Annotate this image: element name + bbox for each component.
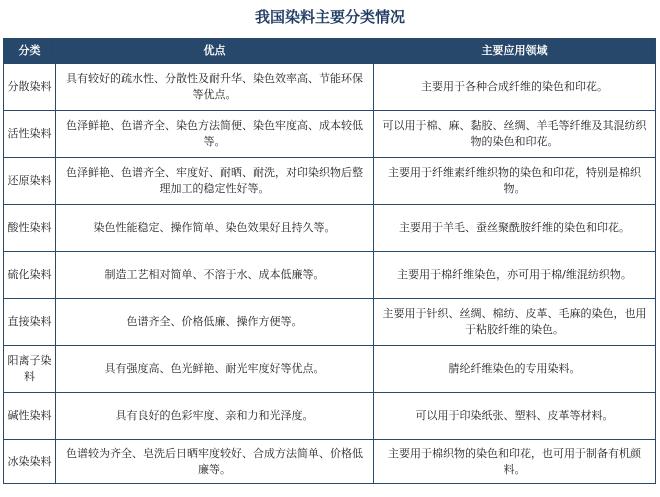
header-category: 分类 bbox=[4, 39, 56, 64]
page-title: 我国染料主要分类情况 bbox=[254, 8, 405, 26]
cat-cell: 阳离子染料 bbox=[4, 346, 56, 393]
cat-cell: 分散染料 bbox=[4, 64, 56, 111]
table-row bbox=[4, 158, 656, 205]
applications-cell: 可以用于棉、麻、黏胶、丝绸、羊毛等纤维及其混纺织物的染色和印花。 bbox=[374, 111, 656, 158]
applications-cell: 主要用于棉纤维染色，亦可用于棉/维混纺织物。 bbox=[374, 252, 656, 299]
advantages-cell: 染色性能稳定、操作简单、染色效果好且持久等。 bbox=[56, 205, 374, 252]
dye-classification-table bbox=[3, 38, 656, 484]
table-row bbox=[4, 252, 656, 299]
cat-cell: 碱性染料 bbox=[4, 393, 56, 440]
advantages-cell: 色泽鲜艳、色谱齐全、染色方法简便、染色牢度高、成本较低等。 bbox=[56, 111, 374, 158]
cat-cell: 直接染料 bbox=[4, 299, 56, 346]
applications-cell: 主要用于各种合成纤维的染色和印花。 bbox=[374, 64, 656, 111]
cat-cell: 硫化染料 bbox=[4, 252, 56, 299]
advantages-cell: 制造工艺相对简单、不溶于水、成本低廉等。 bbox=[56, 252, 374, 299]
applications-cell: 可以用于印染纸张、塑料、皮革等材料。 bbox=[374, 393, 656, 440]
cat-cell: 冰染染料 bbox=[4, 440, 56, 484]
applications-cell: 主要用于羊毛、蚕丝聚酰胺纤维的染色和印花。 bbox=[374, 205, 656, 252]
table-row bbox=[4, 64, 656, 111]
advantages-cell: 色谱齐全、价格低廉、操作方便等。 bbox=[56, 299, 374, 346]
table-row bbox=[4, 111, 656, 158]
table-header-row bbox=[4, 39, 656, 64]
advantages-cell: 色泽鲜艳、色谱齐全、牢度好、耐晒、耐洗，对印染织物后整理加工的稳定性好等。 bbox=[56, 158, 374, 205]
header-applications: 主要应用领域 bbox=[374, 39, 656, 64]
applications-cell: 主要用于针织、丝绸、棉纺、皮革、毛麻的染色，也用于粘胶纤维的染色。 bbox=[374, 299, 656, 346]
table-row bbox=[4, 393, 656, 440]
advantages-cell: 具有良好的色彩牢度、亲和力和光泽度。 bbox=[56, 393, 374, 440]
cat-cell: 活性染料 bbox=[4, 111, 56, 158]
cat-cell: 还原染料 bbox=[4, 158, 56, 205]
advantages-cell: 色谱较为齐全、皂洗后日晒牢度较好、合成方法简单、价格低廉等。 bbox=[56, 440, 374, 484]
advantages-cell: 具有强度高、色光鲜艳、耐光牢度好等优点。 bbox=[56, 346, 374, 393]
table-row bbox=[4, 346, 656, 393]
advantages-cell: 具有较好的疏水性、分散性及耐升华、染色效率高、节能环保等优点。 bbox=[56, 64, 374, 111]
cat-cell: 酸性染料 bbox=[4, 205, 56, 252]
table-row bbox=[4, 205, 656, 252]
table-row bbox=[4, 299, 656, 346]
table-row bbox=[4, 440, 656, 484]
applications-cell: 主要用于棉织物的染色和印花，也可用于制备有机颜料。 bbox=[374, 440, 656, 484]
header-advantages: 优点 bbox=[56, 39, 374, 64]
applications-cell: 腈纶纤维染色的专用染料。 bbox=[374, 346, 656, 393]
applications-cell: 主要用于纤维素纤维织物的染色和印花，特别是棉织物。 bbox=[374, 158, 656, 205]
